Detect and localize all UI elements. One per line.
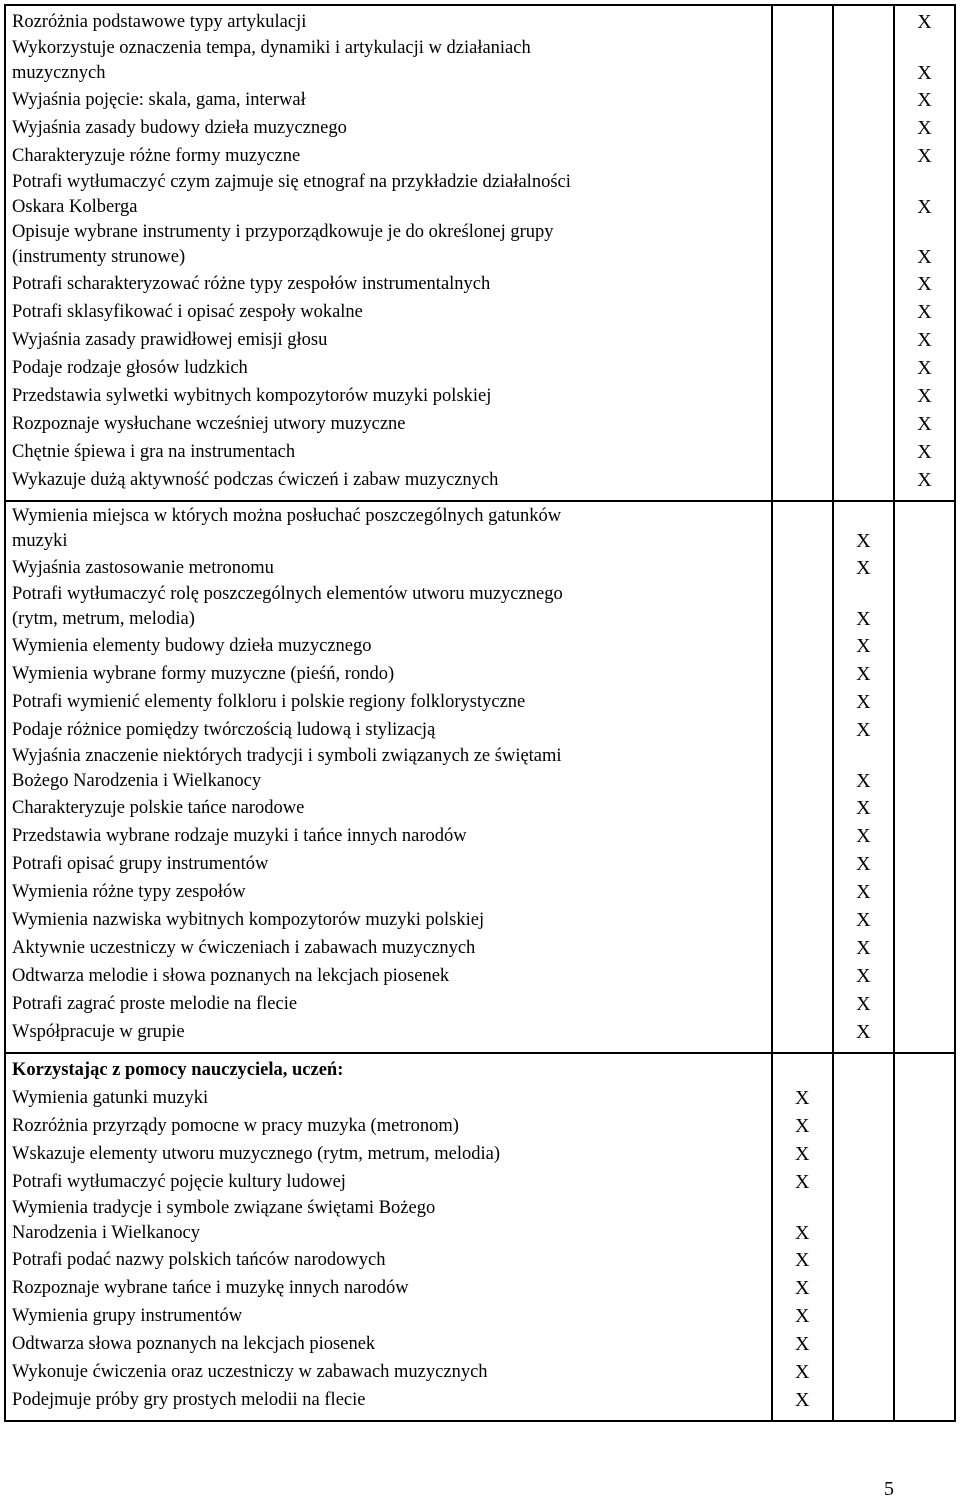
mark-x: X: [856, 993, 871, 1015]
mark-slot: [779, 688, 826, 716]
mark-x: X: [794, 1361, 810, 1383]
requirement-text: Wymienia miejsca w których można posłuchać poszczególnych gatunków: [12, 506, 562, 526]
mark-slot: [840, 1140, 887, 1168]
requirement-item: [12, 142, 765, 170]
mark-slot: [779, 822, 826, 850]
mark-slot: [779, 1302, 826, 1330]
mark-slot: [779, 1112, 826, 1140]
requirement-item: [12, 298, 765, 326]
mark-slot: [840, 142, 887, 170]
requirement-item: [12, 962, 765, 990]
requirement-text: Wymienia elementy budowy dzieła muzycznego: [12, 636, 372, 656]
mark-slot: [901, 1358, 948, 1386]
requirement-item: [12, 382, 765, 410]
mark-slot: [840, 990, 887, 1018]
mark-x: X: [856, 937, 871, 959]
mark-slot: [779, 382, 826, 410]
mark-slot: [840, 504, 887, 554]
mark-x: X: [856, 797, 871, 819]
requirement-item: [12, 1112, 765, 1140]
requirement-text: Wymienia wybrane formy muzyczne (pieśń, rondo): [12, 664, 395, 684]
requirements-table-body: [5, 5, 955, 1421]
mark-slot: [901, 582, 948, 632]
mark-x: X: [917, 89, 932, 111]
grade-column-2: [833, 5, 894, 501]
mark-slot: [779, 906, 826, 934]
requirement-text: Potrafi wymienić elementy folkloru i polskie regiony folklorystyczne: [12, 692, 526, 712]
mark-slot: [840, 298, 887, 326]
mark-x: X: [794, 1305, 810, 1327]
mark-x: X: [917, 441, 932, 463]
mark-slot: [779, 1274, 826, 1302]
requirement-text: Odtwarza słowa poznanych na lekcjach piosenek: [12, 1334, 376, 1354]
requirement-item: [12, 1358, 765, 1386]
mark-slot: [901, 354, 948, 382]
requirement-item: [12, 688, 765, 716]
requirement-text: Charakteryzuje różne formy muzyczne: [12, 146, 301, 166]
mark-slot: [779, 1018, 826, 1046]
mark-x: X: [856, 719, 871, 741]
mark-x: X: [856, 557, 871, 579]
mark-slot: [779, 990, 826, 1018]
mark-slot: [840, 822, 887, 850]
requirement-text: Chętnie śpiewa i gra na instrumentach: [12, 442, 296, 462]
requirement-item: [12, 934, 765, 962]
requirement-text-continued: (rytm, metrum, melodia): [12, 609, 195, 629]
mark-slot: [901, 114, 948, 142]
mark-slot: [901, 934, 948, 962]
mark-slot: [840, 326, 887, 354]
requirement-item: [12, 1274, 765, 1302]
mark-slot: [901, 962, 948, 990]
mark-slot: [779, 716, 826, 744]
mark-x: X: [794, 1249, 810, 1271]
mark-slot: [840, 744, 887, 794]
mark-slot: [779, 582, 826, 632]
mark-slot: [779, 354, 826, 382]
requirement-item: [12, 466, 765, 494]
mark-x: X: [794, 1115, 810, 1137]
mark-slot: [901, 298, 948, 326]
requirement-text: Współpracuje w grupie: [12, 1022, 185, 1042]
mark-slot: [901, 1246, 948, 1274]
mark-slot: [901, 8, 948, 36]
requirement-text-continued: Narodzenia i Wielkanocy: [12, 1223, 200, 1243]
mark-slot: [840, 438, 887, 466]
mark-slot: [901, 270, 948, 298]
mark-slot: [901, 1018, 948, 1046]
mark-slot: [840, 688, 887, 716]
requirement-text: Wymienia grupy instrumentów: [12, 1306, 243, 1326]
mark-slot: [901, 906, 948, 934]
requirement-text: Potrafi opisać grupy instrumentów: [12, 854, 269, 874]
requirement-item: [12, 1140, 765, 1168]
requirement-item: [12, 1168, 765, 1196]
mark-slot: [840, 382, 887, 410]
mark-slot: [840, 1274, 887, 1302]
mark-slot: [901, 142, 948, 170]
mark-slot: [779, 962, 826, 990]
mark-x: X: [856, 853, 871, 875]
requirement-text: Potrafi scharakteryzować różne typy zespołów instrumentalnych: [12, 274, 491, 294]
mark-slot: [779, 326, 826, 354]
mark-x: X: [917, 301, 932, 323]
mark-slot: [840, 1196, 887, 1246]
section-row: [5, 1053, 955, 1421]
mark-slot: [901, 438, 948, 466]
requirement-text: Wyjaśnia znaczenie niektórych tradycji i symboli związanych ze świętami: [12, 746, 562, 766]
mark-slot: [901, 744, 948, 794]
mark-slot: [840, 554, 887, 582]
mark-slot: [901, 1302, 948, 1330]
mark-slot: [901, 36, 948, 86]
mark-x: X: [917, 469, 932, 491]
mark-slot: [901, 220, 948, 270]
mark-x: X: [794, 1143, 810, 1165]
mark-slot: [840, 632, 887, 660]
mark-slot: [901, 1056, 948, 1112]
mark-slot: [901, 1168, 948, 1196]
requirement-text: Potrafi zagrać proste melodie na flecie: [12, 994, 298, 1014]
mark-slot: [840, 1246, 887, 1274]
mark-slot: [840, 1056, 887, 1112]
mark-slot: [779, 220, 826, 270]
mark-slot: [779, 142, 826, 170]
mark-x: X: [794, 1087, 810, 1109]
requirement-text: Przedstawia sylwetki wybitnych kompozytorów muzyki polskiej: [12, 386, 492, 406]
requirement-item: [12, 170, 765, 220]
requirement-text: Opisuje wybrane instrumenty i przyporządkowuje je do określonej grupy: [12, 222, 554, 242]
mark-x: X: [917, 329, 932, 351]
mark-x: X: [856, 909, 871, 931]
mark-x: X: [794, 1171, 810, 1193]
requirement-item: [12, 744, 765, 794]
requirement-item: [12, 270, 765, 298]
mark-slot: [840, 878, 887, 906]
mark-slot: [779, 1386, 826, 1414]
mark-slot: [901, 466, 948, 494]
requirement-text: Rozpoznaje wysłuchane wcześniej utwory muzyczne: [12, 414, 406, 434]
mark-slot: [901, 1386, 948, 1414]
grade-column-3: [894, 501, 955, 1053]
mark-x: X: [917, 11, 932, 33]
requirement-item: [12, 1018, 765, 1046]
mark-slot: [840, 716, 887, 744]
mark-x: X: [856, 770, 871, 792]
mark-x: X: [917, 196, 932, 218]
requirement-text-continued: muzyki: [12, 531, 68, 551]
requirement-text: Charakteryzuje polskie tańce narodowe: [12, 798, 305, 818]
mark-slot: [779, 86, 826, 114]
requirement-item: [12, 438, 765, 466]
grade-column-1: [772, 5, 833, 501]
grade-column-2: [833, 1053, 894, 1421]
requirement-text: Wymienia tradycje i symbole związane świętami Bożego: [12, 1198, 436, 1218]
requirements-table: [4, 4, 956, 1422]
mark-slot: [840, 1018, 887, 1046]
mark-slot: [901, 410, 948, 438]
requirement-text-continued: (instrumenty strunowe): [12, 247, 186, 267]
mark-slot: [779, 298, 826, 326]
requirement-text: Wymienia różne typy zespołów: [12, 882, 246, 902]
mark-slot: [901, 1196, 948, 1246]
requirement-item: [12, 794, 765, 822]
mark-slot: [901, 716, 948, 744]
requirement-text: Przedstawia wybrane rodzaje muzyki i tańce innych narodów: [12, 826, 467, 846]
requirement-item: [12, 1386, 765, 1414]
mark-slot: [779, 438, 826, 466]
requirement-item: [12, 1056, 765, 1112]
mark-x: X: [917, 246, 932, 268]
mark-slot: [779, 850, 826, 878]
mark-slot: [779, 466, 826, 494]
mark-x: X: [794, 1389, 810, 1411]
mark-slot: [840, 8, 887, 36]
requirement-text: Podaje różnice pomiędzy twórczością ludową i stylizacją: [12, 720, 436, 740]
grade-column-1: [772, 1053, 833, 1421]
requirement-item: [12, 582, 765, 632]
grade-column-2: [833, 501, 894, 1053]
requirements-cell: [5, 1053, 772, 1421]
mark-slot: [901, 990, 948, 1018]
mark-slot: [779, 36, 826, 86]
mark-x: X: [856, 691, 871, 713]
mark-slot: [779, 1330, 826, 1358]
requirement-text: Rozróżnia przyrządy pomocne w pracy muzyka (metronom): [12, 1116, 459, 1136]
mark-slot: [779, 632, 826, 660]
mark-x: X: [856, 635, 871, 657]
mark-slot: [840, 270, 887, 298]
requirement-text: Rozróżnia podstawowe typy artykulacji: [12, 12, 307, 32]
mark-slot: [901, 86, 948, 114]
requirement-text: Potrafi podać nazwy polskich tańców narodowych: [12, 1250, 386, 1270]
mark-slot: [840, 660, 887, 688]
requirement-item: [12, 410, 765, 438]
mark-x: X: [856, 1021, 871, 1043]
mark-slot: [840, 794, 887, 822]
mark-slot: [840, 934, 887, 962]
requirement-item: [12, 990, 765, 1018]
requirement-item: [12, 878, 765, 906]
requirements-cell: [5, 501, 772, 1053]
requirement-item: [12, 354, 765, 382]
page-number: 5: [884, 1478, 894, 1500]
requirement-text: Aktywnie uczestniczy w ćwiczeniach i zabawach muzycznych: [12, 938, 476, 958]
mark-slot: [840, 354, 887, 382]
mark-slot: [840, 466, 887, 494]
mark-slot: [840, 114, 887, 142]
mark-slot: [901, 504, 948, 554]
requirement-text: Wykonuje ćwiczenia oraz uczestniczy w zabawach muzycznych: [12, 1362, 488, 1382]
requirement-text: Wykazuje dużą aktywność podczas ćwiczeń i zabaw muzycznych: [12, 470, 499, 490]
mark-x: X: [794, 1277, 810, 1299]
mark-slot: [840, 220, 887, 270]
mark-slot: [901, 170, 948, 220]
requirement-text: Potrafi wytłumaczyć czym zajmuje się etnograf na przykładzie działalności: [12, 172, 571, 192]
requirement-item: [12, 716, 765, 744]
mark-x: X: [856, 825, 871, 847]
mark-slot: [779, 270, 826, 298]
requirement-text: Wymienia gatunki muzyki: [12, 1088, 209, 1108]
mark-slot: [779, 554, 826, 582]
mark-slot: [779, 1140, 826, 1168]
mark-slot: [840, 1302, 887, 1330]
mark-x: X: [917, 273, 932, 295]
mark-x: X: [917, 357, 932, 379]
mark-slot: [901, 822, 948, 850]
mark-x: X: [856, 965, 871, 987]
grade-column-3: [894, 5, 955, 501]
requirement-item: [12, 632, 765, 660]
requirement-item: [12, 8, 765, 36]
mark-slot: [779, 170, 826, 220]
mark-slot: [779, 794, 826, 822]
mark-slot: [779, 878, 826, 906]
requirement-text: Podaje rodzaje głosów ludzkich: [12, 358, 248, 378]
requirement-item: [12, 86, 765, 114]
mark-slot: [840, 86, 887, 114]
mark-slot: [779, 934, 826, 962]
requirement-item: [12, 850, 765, 878]
mark-slot: [840, 850, 887, 878]
mark-x: X: [856, 608, 871, 630]
section-row: [5, 5, 955, 501]
requirement-text: Wyjaśnia pojęcie: skala, gama, interwał: [12, 90, 306, 110]
requirement-text: Potrafi wytłumaczyć pojęcie kultury ludowej: [12, 1172, 346, 1192]
requirement-text: Podejmuje próby gry prostych melodii na flecie: [12, 1390, 366, 1410]
mark-slot: [901, 1330, 948, 1358]
mark-slot: [840, 36, 887, 86]
mark-slot: [840, 582, 887, 632]
mark-slot: [840, 1112, 887, 1140]
requirement-text: Odtwarza melodie i słowa poznanych na lekcjach piosenek: [12, 966, 450, 986]
mark-slot: [779, 1168, 826, 1196]
mark-x: X: [856, 530, 871, 552]
mark-slot: [779, 1358, 826, 1386]
mark-slot: [901, 382, 948, 410]
mark-x: X: [794, 1333, 810, 1355]
requirement-text: Wymienia nazwiska wybitnych kompozytorów muzyki polskiej: [12, 910, 485, 930]
mark-slot: [901, 1112, 948, 1140]
mark-slot: [901, 1140, 948, 1168]
requirement-item: [12, 1246, 765, 1274]
mark-x: X: [917, 145, 932, 167]
mark-slot: [840, 1386, 887, 1414]
mark-slot: [901, 850, 948, 878]
mark-slot: [901, 688, 948, 716]
mark-slot: [840, 410, 887, 438]
mark-slot: [901, 632, 948, 660]
requirement-item: [12, 822, 765, 850]
section-heading: Korzystając z pomocy nauczyciela, uczeń:: [12, 1060, 344, 1080]
requirement-item: [12, 1330, 765, 1358]
mark-slot: [779, 8, 826, 36]
mark-x: X: [917, 413, 932, 435]
mark-x: X: [856, 663, 871, 685]
mark-slot: [840, 1358, 887, 1386]
mark-slot: [779, 504, 826, 554]
grade-column-3: [894, 1053, 955, 1421]
requirement-text: Wyjaśnia zastosowanie metronomu: [12, 558, 274, 578]
requirement-item: [12, 114, 765, 142]
section-row: [5, 501, 955, 1053]
requirement-item: [12, 504, 765, 554]
requirement-item: [12, 1196, 765, 1246]
mark-x: X: [917, 385, 932, 407]
requirement-text: Potrafi sklasyfikować i opisać zespoły wokalne: [12, 302, 363, 322]
requirements-table-container: [4, 4, 956, 1422]
mark-slot: [840, 906, 887, 934]
requirement-item: [12, 36, 765, 86]
mark-slot: [901, 554, 948, 582]
requirement-item: [12, 660, 765, 688]
requirement-item: [12, 906, 765, 934]
requirement-text: Rozpoznaje wybrane tańce i muzykę innych narodów: [12, 1278, 409, 1298]
mark-x: X: [794, 1222, 810, 1244]
mark-x: X: [917, 62, 932, 84]
requirement-text-continued: Oskara Kolberga: [12, 197, 138, 217]
mark-x: X: [917, 117, 932, 139]
mark-slot: [779, 1246, 826, 1274]
requirement-text: Wskazuje elementy utworu muzycznego (rytm, metrum, melodia): [12, 1144, 501, 1164]
grade-column-1: [772, 501, 833, 1053]
requirement-text: Potrafi wytłumaczyć rolę poszczególnych elementów utworu muzycznego: [12, 584, 563, 604]
mark-slot: [840, 962, 887, 990]
mark-slot: [901, 794, 948, 822]
requirement-text: Wyjaśnia zasady prawidłowej emisji głosu: [12, 330, 328, 350]
requirement-item: [12, 554, 765, 582]
mark-slot: [779, 744, 826, 794]
mark-slot: [901, 326, 948, 354]
requirement-item: [12, 1302, 765, 1330]
mark-slot: [779, 114, 826, 142]
mark-slot: [840, 1168, 887, 1196]
requirement-text: Wyjaśnia zasady budowy dzieła muzycznego: [12, 118, 347, 138]
requirements-cell: [5, 5, 772, 501]
mark-slot: [901, 878, 948, 906]
mark-slot: [840, 170, 887, 220]
mark-slot: [840, 1330, 887, 1358]
requirement-text-continued: Bożego Narodzenia i Wielkanocy: [12, 771, 262, 791]
mark-x: X: [856, 881, 871, 903]
mark-slot: [779, 660, 826, 688]
mark-slot: [901, 660, 948, 688]
mark-slot: [779, 1196, 826, 1246]
mark-slot: [779, 1056, 826, 1112]
mark-slot: [901, 1274, 948, 1302]
requirement-item: [12, 326, 765, 354]
requirement-text-continued: muzycznych: [12, 63, 106, 83]
requirement-item: [12, 220, 765, 270]
mark-slot: [779, 410, 826, 438]
requirement-text: Wykorzystuje oznaczenia tempa, dynamiki i artykulacji w działaniach: [12, 38, 531, 58]
